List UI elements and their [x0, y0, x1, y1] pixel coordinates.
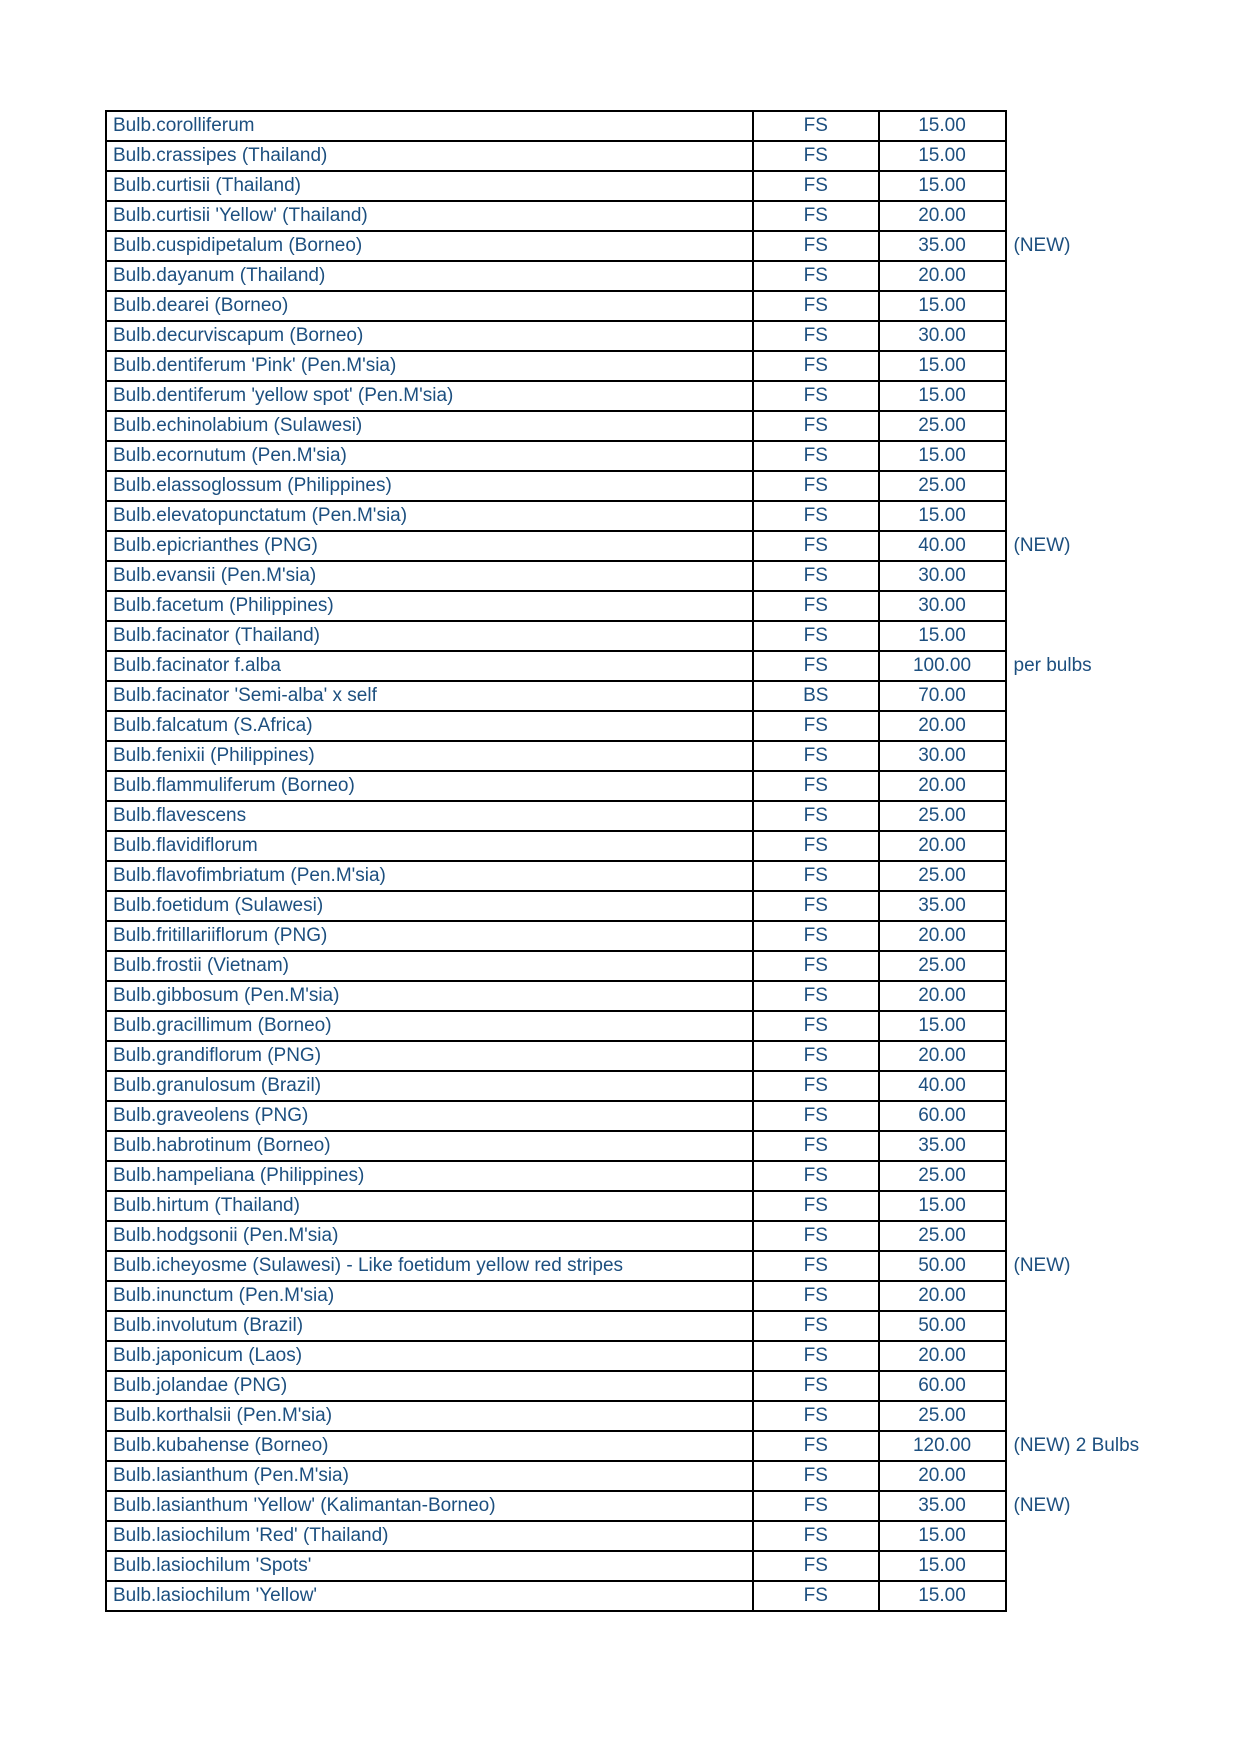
size-cell: FS	[753, 1521, 879, 1551]
price-cell: 40.00	[879, 531, 1006, 561]
size-cell: FS	[753, 801, 879, 831]
note-cell	[1006, 891, 1241, 921]
table-row	[106, 891, 1240, 921]
species-cell: Bulb.fenixii (Philippines)	[106, 741, 753, 771]
species-cell: Bulb.curtisii (Thailand)	[106, 171, 753, 201]
note-cell: (NEW)	[1013, 535, 1071, 556]
species-cell: Bulb.echinolabium (Sulawesi)	[106, 411, 753, 441]
size-cell: FS	[753, 1221, 879, 1251]
note-cell	[1006, 1341, 1241, 1371]
price-cell: 35.00	[879, 1131, 1006, 1161]
price-cell: 15.00	[879, 1191, 1006, 1221]
note-cell	[1006, 1191, 1241, 1221]
species-cell: Bulb.corolliferum	[106, 111, 753, 141]
note-cell	[1006, 921, 1241, 951]
table-row	[106, 1581, 1240, 1611]
size-cell: FS	[753, 351, 879, 381]
price-cell: 15.00	[879, 381, 1006, 411]
price-table-body	[106, 111, 1240, 1611]
table-row	[106, 1161, 1240, 1191]
size-cell: FS	[753, 921, 879, 951]
note-cell	[1006, 561, 1241, 591]
note-cell	[1006, 1401, 1241, 1431]
table-row	[106, 1251, 1240, 1281]
species-cell: Bulb.elassoglossum (Philippines)	[106, 471, 753, 501]
price-cell: 35.00	[879, 1491, 1006, 1521]
price-cell: 25.00	[879, 471, 1006, 501]
species-cell: Bulb.grandiflorum (PNG)	[106, 1041, 753, 1071]
note-cell: (NEW)	[1013, 1495, 1071, 1516]
species-cell: Bulb.foetidum (Sulawesi)	[106, 891, 753, 921]
species-cell: Bulb.evansii (Pen.M'sia)	[106, 561, 753, 591]
species-cell: Bulb.cuspidipetalum (Borneo)	[106, 231, 753, 261]
price-cell: 15.00	[879, 1551, 1006, 1581]
table-row	[106, 1041, 1240, 1071]
table-row	[106, 1011, 1240, 1041]
species-cell: Bulb.lasianthum (Pen.M'sia)	[106, 1461, 753, 1491]
size-cell: FS	[753, 291, 879, 321]
price-cell: 20.00	[879, 1341, 1006, 1371]
size-cell: FS	[753, 1311, 879, 1341]
table-row	[106, 1281, 1240, 1311]
table-row	[106, 1491, 1240, 1521]
price-cell: 15.00	[879, 111, 1006, 141]
species-cell: Bulb.lasiochilum 'Spots'	[106, 1551, 753, 1581]
species-cell: Bulb.gibbosum (Pen.M'sia)	[106, 981, 753, 1011]
table-row	[106, 921, 1240, 951]
species-cell: Bulb.lasiochilum 'Red' (Thailand)	[106, 1521, 753, 1551]
price-cell: 40.00	[879, 1071, 1006, 1101]
size-cell: FS	[753, 1551, 879, 1581]
price-cell: 15.00	[879, 141, 1006, 171]
size-cell: FS	[753, 321, 879, 351]
note-cell	[1006, 441, 1241, 471]
price-cell: 15.00	[879, 1011, 1006, 1041]
species-cell: Bulb.dentiferum 'yellow spot' (Pen.M'sia)	[106, 381, 753, 411]
table-row	[106, 261, 1240, 291]
size-cell: FS	[753, 1341, 879, 1371]
note-cell	[1006, 1521, 1241, 1551]
price-cell: 30.00	[879, 591, 1006, 621]
size-cell: FS	[753, 1041, 879, 1071]
size-cell: FS	[753, 951, 879, 981]
table-row	[106, 951, 1240, 981]
note-cell	[1006, 1281, 1241, 1311]
note-cell	[1006, 1461, 1241, 1491]
table-row	[106, 1221, 1240, 1251]
species-cell: Bulb.gracillimum (Borneo)	[106, 1011, 753, 1041]
size-cell: FS	[753, 111, 879, 141]
species-cell: Bulb.flavofimbriatum (Pen.M'sia)	[106, 861, 753, 891]
note-cell	[1006, 261, 1241, 291]
price-cell: 60.00	[879, 1101, 1006, 1131]
note-cell	[1006, 1161, 1241, 1191]
species-cell: Bulb.involutum (Brazil)	[106, 1311, 753, 1341]
price-cell: 20.00	[879, 1461, 1006, 1491]
species-cell: Bulb.frostii (Vietnam)	[106, 951, 753, 981]
note-cell	[1006, 861, 1241, 891]
table-row	[106, 1191, 1240, 1221]
price-cell: 25.00	[879, 801, 1006, 831]
price-cell: 60.00	[879, 1371, 1006, 1401]
size-cell: FS	[753, 171, 879, 201]
price-cell: 100.00	[879, 651, 1006, 681]
price-cell: 20.00	[879, 981, 1006, 1011]
size-cell: FS	[753, 591, 879, 621]
table-row	[106, 981, 1240, 1011]
note-cell	[1006, 831, 1241, 861]
species-cell: Bulb.crassipes (Thailand)	[106, 141, 753, 171]
table-row	[106, 681, 1240, 711]
note-cell	[1006, 1071, 1241, 1101]
note-cell	[1006, 171, 1241, 201]
table-row	[106, 351, 1240, 381]
table-row	[106, 411, 1240, 441]
size-cell: FS	[753, 1101, 879, 1131]
price-cell: 20.00	[879, 1281, 1006, 1311]
price-cell: 20.00	[879, 711, 1006, 741]
note-cell	[1006, 591, 1241, 621]
species-cell: Bulb.jolandae (PNG)	[106, 1371, 753, 1401]
price-cell: 30.00	[879, 741, 1006, 771]
size-cell: FS	[753, 1161, 879, 1191]
table-row	[106, 651, 1240, 681]
species-cell: Bulb.curtisii 'Yellow' (Thailand)	[106, 201, 753, 231]
size-cell: FS	[753, 1251, 879, 1281]
size-cell: FS	[753, 231, 879, 261]
note-cell	[1006, 141, 1241, 171]
price-cell: 25.00	[879, 411, 1006, 441]
table-row	[106, 1131, 1240, 1161]
price-cell: 15.00	[879, 1521, 1006, 1551]
species-cell: Bulb.lasianthum 'Yellow' (Kalimantan-Borneo)	[106, 1491, 753, 1521]
table-row	[106, 531, 1240, 561]
species-cell: Bulb.facetum (Philippines)	[106, 591, 753, 621]
note-cell	[1006, 1551, 1241, 1581]
table-row	[106, 621, 1240, 651]
price-cell: 20.00	[879, 771, 1006, 801]
size-cell: FS	[753, 1281, 879, 1311]
size-cell: FS	[753, 711, 879, 741]
species-cell: Bulb.icheyosme (Sulawesi) - Like foetidum yellow red stripes	[106, 1251, 753, 1281]
price-cell: 15.00	[879, 1581, 1006, 1611]
species-cell: Bulb.habrotinum (Borneo)	[106, 1131, 753, 1161]
note-cell: (NEW) 2 Bulbs	[1013, 1435, 1140, 1456]
price-cell: 30.00	[879, 321, 1006, 351]
table-row	[106, 741, 1240, 771]
price-cell: 15.00	[879, 441, 1006, 471]
species-cell: Bulb.elevatopunctatum (Pen.M'sia)	[106, 501, 753, 531]
table-row	[106, 1371, 1240, 1401]
species-cell: Bulb.inunctum (Pen.M'sia)	[106, 1281, 753, 1311]
size-cell: FS	[753, 1071, 879, 1101]
size-cell: FS	[753, 1131, 879, 1161]
price-cell: 15.00	[879, 291, 1006, 321]
price-list-table	[105, 110, 1241, 1612]
species-cell: Bulb.flavescens	[106, 801, 753, 831]
price-cell: 15.00	[879, 501, 1006, 531]
table-row	[106, 201, 1240, 231]
note-cell	[1006, 621, 1241, 651]
table-row	[106, 111, 1240, 141]
note-cell	[1006, 1581, 1241, 1611]
note-cell	[1006, 1311, 1241, 1341]
price-cell: 20.00	[879, 201, 1006, 231]
price-cell: 15.00	[879, 351, 1006, 381]
price-cell: 70.00	[879, 681, 1006, 711]
species-cell: Bulb.korthalsii (Pen.M'sia)	[106, 1401, 753, 1431]
size-cell: FS	[753, 1401, 879, 1431]
size-cell: BS	[753, 681, 879, 711]
size-cell: FS	[753, 1581, 879, 1611]
note-cell: (NEW)	[1013, 1255, 1071, 1276]
price-cell: 25.00	[879, 1161, 1006, 1191]
size-cell: FS	[753, 771, 879, 801]
price-cell: 15.00	[879, 171, 1006, 201]
size-cell: FS	[753, 1371, 879, 1401]
species-cell: Bulb.ecornutum (Pen.M'sia)	[106, 441, 753, 471]
note-cell	[1006, 681, 1241, 711]
note-cell	[1006, 1221, 1241, 1251]
note-cell	[1006, 711, 1241, 741]
price-cell: 35.00	[879, 891, 1006, 921]
note-cell: (NEW)	[1013, 235, 1071, 256]
size-cell: FS	[753, 261, 879, 291]
species-cell: Bulb.dentiferum 'Pink' (Pen.M'sia)	[106, 351, 753, 381]
size-cell: FS	[753, 741, 879, 771]
size-cell: FS	[753, 1431, 879, 1461]
note-cell	[1006, 411, 1241, 441]
species-cell: Bulb.falcatum (S.Africa)	[106, 711, 753, 741]
note-cell	[1006, 951, 1241, 981]
species-cell: Bulb.lasiochilum 'Yellow'	[106, 1581, 753, 1611]
table-row	[106, 471, 1240, 501]
table-row	[106, 171, 1240, 201]
table-row	[106, 1101, 1240, 1131]
note-cell	[1006, 321, 1241, 351]
species-cell: Bulb.epicrianthes (PNG)	[106, 531, 753, 561]
table-row	[106, 1521, 1240, 1551]
price-cell: 20.00	[879, 261, 1006, 291]
table-row	[106, 1341, 1240, 1371]
species-cell: Bulb.hodgsonii (Pen.M'sia)	[106, 1221, 753, 1251]
species-cell: Bulb.facinator f.alba	[106, 651, 753, 681]
table-row	[106, 231, 1240, 261]
note-cell	[1006, 1371, 1241, 1401]
table-row	[106, 1401, 1240, 1431]
species-cell: Bulb.kubahense (Borneo)	[106, 1431, 753, 1461]
note-cell	[1006, 381, 1241, 411]
note-cell	[1006, 1131, 1241, 1161]
species-cell: Bulb.granulosum (Brazil)	[106, 1071, 753, 1101]
table-row	[106, 561, 1240, 591]
price-cell: 25.00	[879, 951, 1006, 981]
species-cell: Bulb.japonicum (Laos)	[106, 1341, 753, 1371]
table-row	[106, 321, 1240, 351]
size-cell: FS	[753, 1491, 879, 1521]
size-cell: FS	[753, 381, 879, 411]
note-cell: per bulbs	[1013, 655, 1092, 676]
species-cell: Bulb.flavidiflorum	[106, 831, 753, 861]
table-row	[106, 1461, 1240, 1491]
note-cell	[1006, 1101, 1241, 1131]
size-cell: FS	[753, 531, 879, 561]
price-cell: 35.00	[879, 231, 1006, 261]
note-cell	[1006, 351, 1241, 381]
table-row	[106, 501, 1240, 531]
price-cell: 50.00	[879, 1311, 1006, 1341]
price-cell: 25.00	[879, 1401, 1006, 1431]
species-cell: Bulb.facinator (Thailand)	[106, 621, 753, 651]
size-cell: FS	[753, 201, 879, 231]
note-cell	[1006, 1011, 1241, 1041]
note-cell	[1006, 471, 1241, 501]
size-cell: FS	[753, 831, 879, 861]
table-row	[106, 441, 1240, 471]
price-cell: 20.00	[879, 831, 1006, 861]
note-cell	[1006, 771, 1241, 801]
species-cell: Bulb.flammuliferum (Borneo)	[106, 771, 753, 801]
note-cell	[1006, 1041, 1241, 1071]
species-cell: Bulb.graveolens (PNG)	[106, 1101, 753, 1131]
price-cell: 15.00	[879, 621, 1006, 651]
table-row	[106, 291, 1240, 321]
size-cell: FS	[753, 981, 879, 1011]
species-cell: Bulb.fritillariiflorum (PNG)	[106, 921, 753, 951]
size-cell: FS	[753, 1011, 879, 1041]
size-cell: FS	[753, 561, 879, 591]
price-cell: 50.00	[879, 1251, 1006, 1281]
table-row	[106, 591, 1240, 621]
table-row	[106, 1551, 1240, 1581]
size-cell: FS	[753, 621, 879, 651]
price-cell: 25.00	[879, 1221, 1006, 1251]
table-row	[106, 141, 1240, 171]
note-cell	[1006, 111, 1241, 141]
size-cell: FS	[753, 141, 879, 171]
note-cell	[1006, 291, 1241, 321]
species-cell: Bulb.hirtum (Thailand)	[106, 1191, 753, 1221]
size-cell: FS	[753, 891, 879, 921]
table-row	[106, 381, 1240, 411]
species-cell: Bulb.facinator 'Semi-alba' x self	[106, 681, 753, 711]
note-cell	[1006, 801, 1241, 831]
table-row	[106, 831, 1240, 861]
table-row	[106, 1431, 1240, 1461]
size-cell: FS	[753, 501, 879, 531]
note-cell	[1006, 981, 1241, 1011]
table-row	[106, 771, 1240, 801]
table-row	[106, 1071, 1240, 1101]
price-cell: 20.00	[879, 921, 1006, 951]
size-cell: FS	[753, 441, 879, 471]
note-cell	[1006, 741, 1241, 771]
table-row	[106, 801, 1240, 831]
size-cell: FS	[753, 1191, 879, 1221]
species-cell: Bulb.decurviscapum (Borneo)	[106, 321, 753, 351]
species-cell: Bulb.dayanum (Thailand)	[106, 261, 753, 291]
note-cell	[1006, 201, 1241, 231]
price-cell: 20.00	[879, 1041, 1006, 1071]
size-cell: FS	[753, 1461, 879, 1491]
size-cell: FS	[753, 411, 879, 441]
table-row	[106, 861, 1240, 891]
species-cell: Bulb.dearei (Borneo)	[106, 291, 753, 321]
table-row	[106, 1311, 1240, 1341]
note-cell	[1006, 501, 1241, 531]
price-cell: 30.00	[879, 561, 1006, 591]
species-cell: Bulb.hampeliana (Philippines)	[106, 1161, 753, 1191]
price-cell: 25.00	[879, 861, 1006, 891]
size-cell: FS	[753, 471, 879, 501]
size-cell: FS	[753, 861, 879, 891]
price-cell: 120.00	[879, 1431, 1006, 1461]
size-cell: FS	[753, 651, 879, 681]
table-row	[106, 711, 1240, 741]
